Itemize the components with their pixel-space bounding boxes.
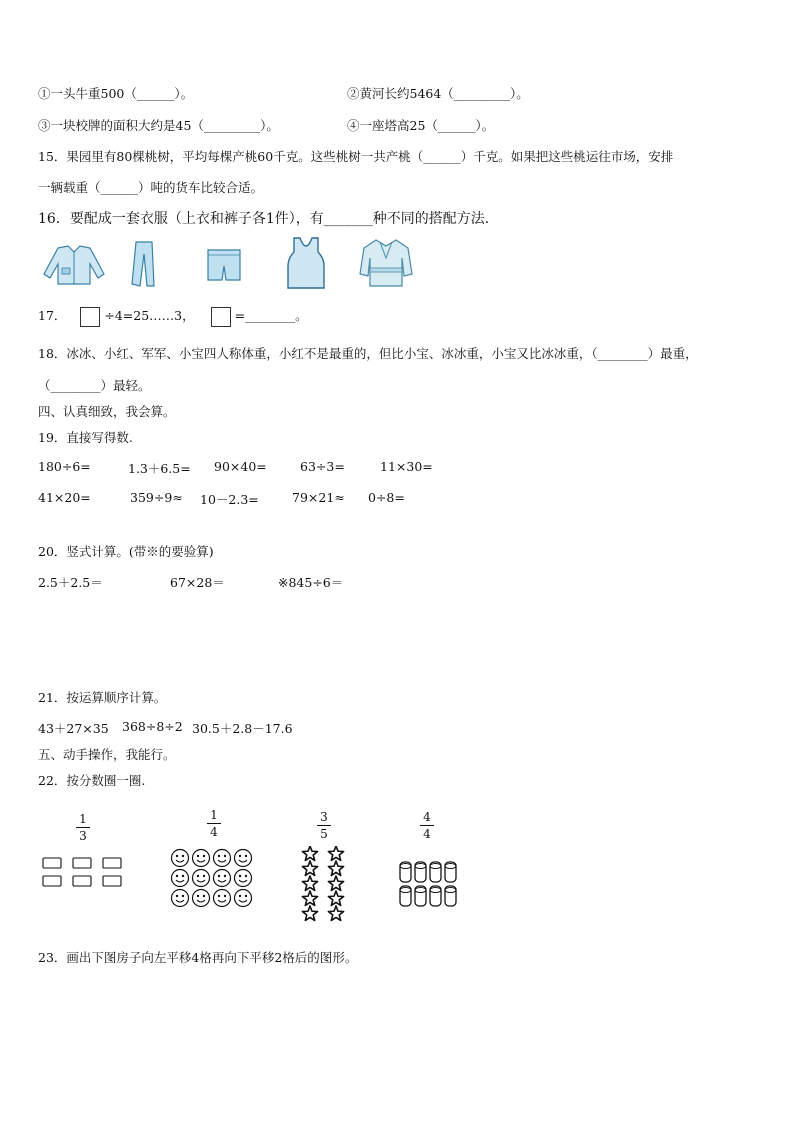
section-5-heading: 五、动手操作，我能行。: [38, 747, 176, 762]
q22-title: 22．按分数圈一圈.: [38, 773, 146, 788]
smiley-icon: [172, 870, 189, 887]
q20-title: 20．竖式计算。(带※的要验算): [38, 544, 214, 559]
q17-expr-1: ÷4=25……3，: [104, 308, 195, 323]
smiley-icon: [172, 890, 189, 907]
smiley-icon: [193, 850, 210, 867]
rectangle-icon: [73, 876, 91, 886]
q19-r1-c2: 1.3＋6.5=: [128, 461, 191, 476]
q14-item-1: ①一头牛重500（______）。: [38, 86, 194, 101]
star-icon: [328, 846, 343, 860]
section-4-heading: 四、认真细致，我会算。: [38, 404, 176, 419]
smiley-icon: [172, 850, 189, 867]
smiley-icon: [193, 890, 210, 907]
q19-r2-c3: 10－2.3=: [200, 492, 259, 507]
smiley-icon: [235, 890, 252, 907]
smiley-icon: [235, 870, 252, 887]
q22-star-group[interactable]: [298, 846, 350, 922]
q14-item-3: ③一块校牌的面积大约是45（_________）。: [38, 118, 279, 133]
q19-r2-c1: 41×20=: [38, 490, 91, 505]
q14-item-4: ④一座塔高25（______）。: [347, 118, 495, 133]
star-icon: [302, 891, 317, 905]
star-icon: [328, 876, 343, 890]
q21-item-1: 43＋27×35: [38, 721, 109, 736]
rectangle-icon: [103, 858, 121, 868]
q22-fraction-2: 1 4: [204, 808, 224, 839]
q19-r1-c1: 180÷6=: [38, 459, 91, 474]
cylinder-icon: [445, 862, 456, 882]
q19-r1-c3: 90×40=: [214, 459, 267, 474]
q20-item-3: ※845÷6＝: [278, 575, 344, 590]
cylinder-icon: [400, 886, 411, 906]
q22-fraction-1: 1 3: [73, 812, 93, 843]
q18-line-1: 18．冰冰、小红、军军、小宝四人称体重，小红不是最重的，但比小宝、冰冰重，小宝又比冰冰重，（________）最重，: [38, 346, 698, 361]
q21-item-3: 30.5＋2.8－17.6: [192, 721, 293, 736]
q21-title: 21．按运算顺序计算。: [38, 690, 167, 705]
cylinder-icon: [430, 886, 441, 906]
q18-line-2: （________）最轻。: [38, 378, 151, 393]
q22-rectangle-group[interactable]: [42, 856, 124, 890]
cylinder-icon: [415, 886, 426, 906]
star-icon: [302, 861, 317, 875]
q22-cylinder-group[interactable]: [398, 860, 460, 910]
q17-expr-2: =________。: [234, 308, 308, 323]
smiley-icon: [214, 870, 231, 887]
q19-r2-c2: 359÷9≈: [130, 490, 183, 505]
q21-item-2: 368÷8÷2: [122, 719, 183, 734]
star-icon: [302, 846, 317, 860]
star-icon: [328, 906, 343, 920]
star-icon: [302, 876, 317, 890]
q20-item-2: 67×28＝: [170, 575, 225, 590]
q19-r1-c5: 11×30=: [380, 459, 433, 474]
jacket-icon: [38, 244, 110, 286]
smiley-icon: [214, 850, 231, 867]
rectangle-icon: [43, 876, 61, 886]
star-icon: [328, 891, 343, 905]
q17-box-2[interactable]: [211, 307, 231, 327]
q22-smiley-group[interactable]: [170, 848, 254, 908]
cylinder-icon: [445, 886, 456, 906]
q19-r1-c4: 63÷3=: [300, 459, 345, 474]
cylinder-icon: [400, 862, 411, 882]
q15-line-1: 15．果园里有80棵桃树，平均每棵产桃60千克。这些桃树一共产桃（______）千克。如果把这些桃运往市场，安排: [38, 149, 674, 164]
star-icon: [302, 906, 317, 920]
q17-question: [38, 306, 308, 327]
pants-icon: [128, 240, 158, 288]
shorts-icon: [206, 248, 242, 282]
star-icon: [328, 861, 343, 875]
q19-title: 19．直接写得数.: [38, 430, 133, 445]
q23-title: 23．画出下图房子向左平移4格再向下平移2格后的图形。: [38, 950, 358, 965]
cylinder-icon: [415, 862, 426, 882]
smiley-icon: [235, 850, 252, 867]
q19-r2-c4: 79×21≈: [292, 490, 345, 505]
q19-r2-c5: 0÷8=: [368, 490, 405, 505]
cylinder-icon: [430, 862, 441, 882]
rectangle-icon: [73, 858, 91, 868]
tank-top-icon: [286, 236, 326, 290]
q22-fraction-3: 3 5: [314, 810, 334, 841]
rectangle-icon: [43, 858, 61, 868]
q20-item-1: 2.5＋2.5＝: [38, 575, 103, 590]
q15-line-2: 一辆载重（______）吨的货车比较合适。: [38, 180, 264, 195]
smiley-icon: [214, 890, 231, 907]
rectangle-icon: [103, 876, 121, 886]
q16-question: 16．要配成一套衣服（上衣和裤子各1件），有_______种不同的搭配方法.: [38, 211, 490, 227]
q14-item-2: ②黄河长约5464（_________）。: [347, 86, 529, 101]
coat-icon: [358, 238, 414, 288]
smiley-icon: [193, 870, 210, 887]
q17-box-1[interactable]: [80, 307, 100, 327]
q17-label: 17．: [38, 308, 67, 323]
q22-fraction-4: 4 4: [417, 810, 437, 841]
